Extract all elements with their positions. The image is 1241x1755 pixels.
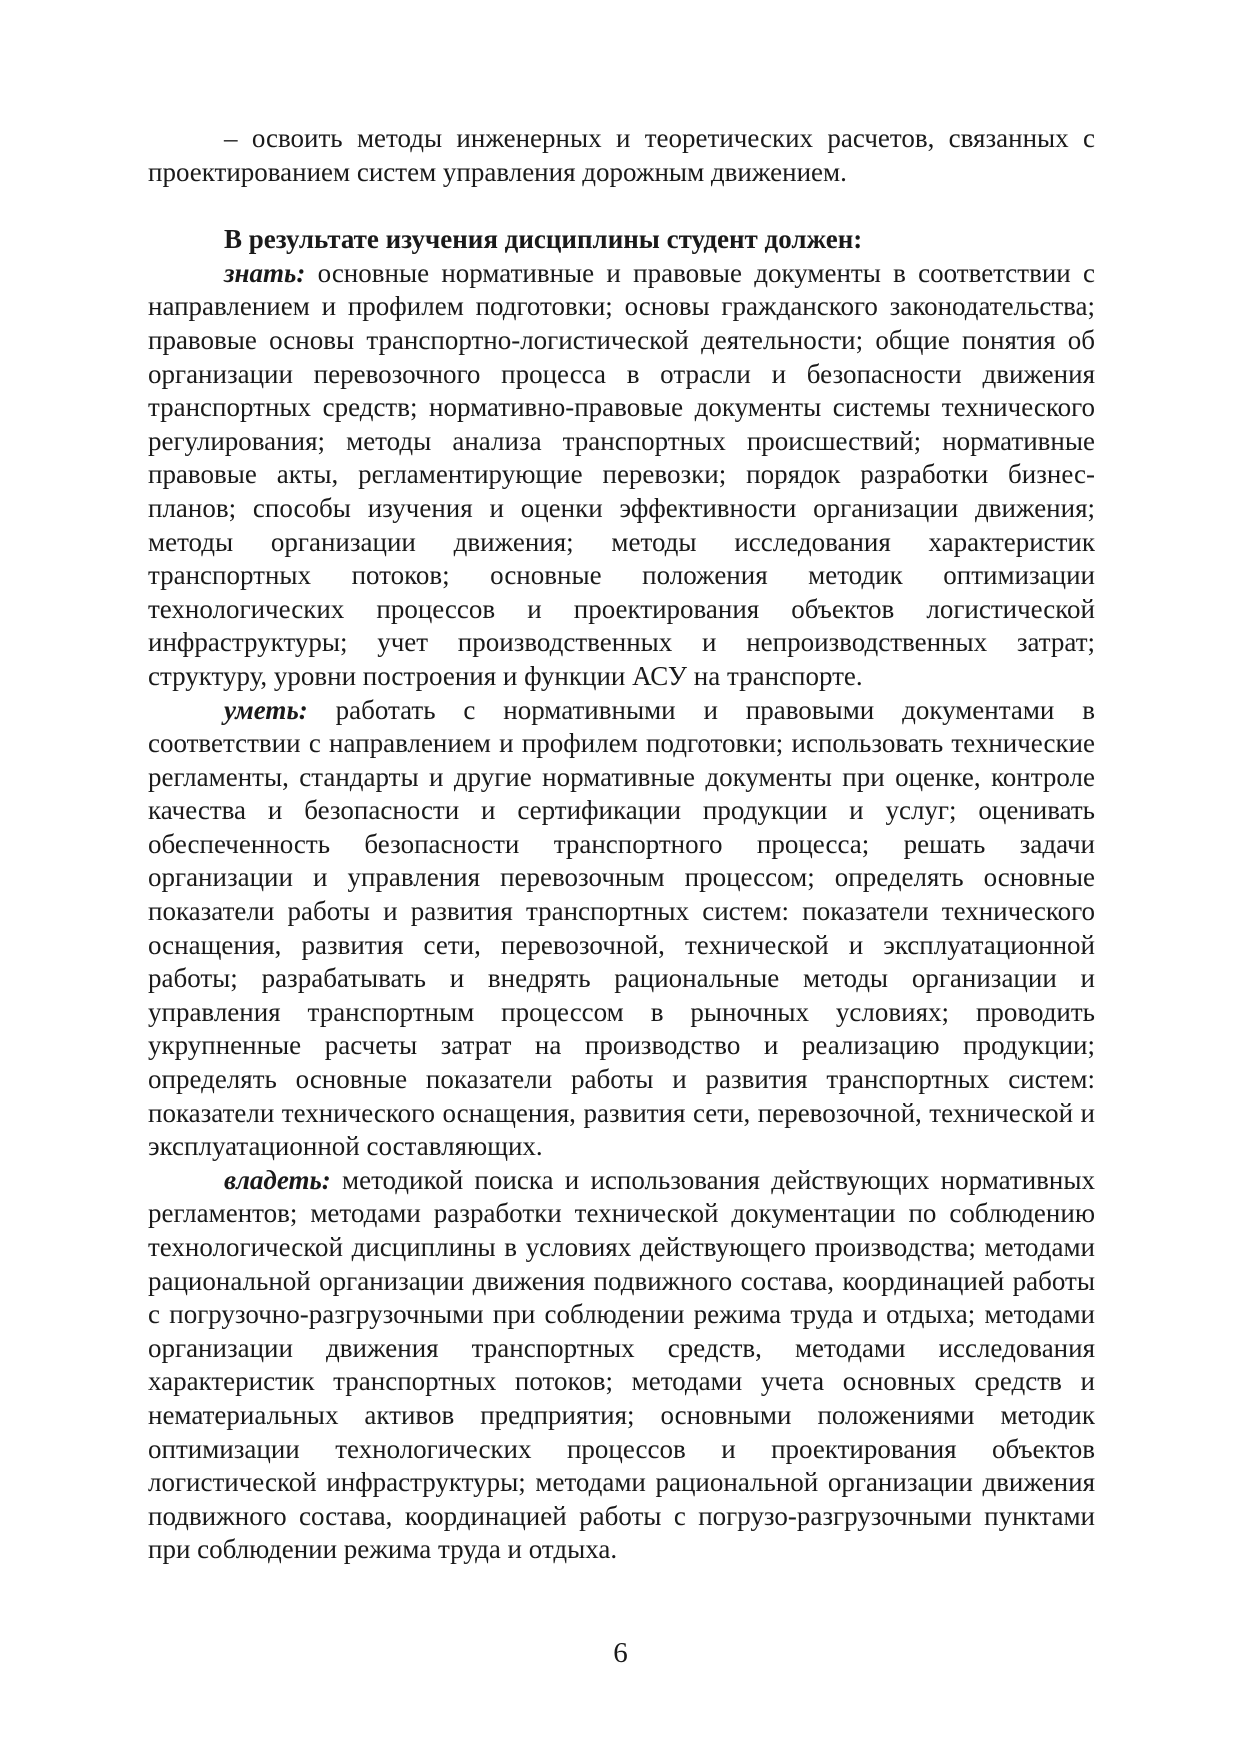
know-text: основные нормативные и правовые документы в соответствии с направлением и профилем подготовки; основы гражданского законодательства; правовые основы транспортно-логистической деятельности; общие понятия об организации перевозочного процесса в отрасли и безопасности движения транспортных средств; нормативно-правовые документы системы технического регулирования; методы анализа транспортных происшествий; нормативные правовые акты, регламентирующие перевозки; порядок разработки бизнес-планов; способы изучения и оценки эффективности организации движения; методы организации движения; методы исследования характеристик транспортных потоков; основные положения методик оптимизации технологических процессов и проектирования объектов логистической инфраструктуры; учет производственных и непроизводственных затрат; структуру, уровни построения и функции АСУ на транспорте. bbox=[148, 257, 1095, 691]
be-able-term: уметь: bbox=[224, 694, 308, 725]
be-able-paragraph bbox=[148, 694, 1095, 1164]
goal-item: – освоить методы инженерных и теоретических расчетов, связанных с проектированием систем управления дорожным движением. bbox=[148, 123, 1095, 187]
results-heading: В результате изучения дисциплины студент должен: bbox=[224, 224, 863, 255]
master-paragraph bbox=[148, 1164, 1095, 1567]
know-term: знать: bbox=[224, 257, 306, 288]
master-text: методикой поиска и использования действующих нормативных регламентов; методами разработки технической документации по соблюдению технологической дисциплины в условиях действующего производства; методами рациональной организации движения подвижного состава, координацией работы с погрузочно-разгрузочными при соблюдении режима труда и отдыха; методами организации движения транспортных средств, методами исследования характеристик транспортных потоков; методами учета основных средств и нематериальных активов предприятия; основными положениями методик оптимизации технологических процессов и проектирования объектов логистической инфраструктуры; методами рациональной организации движения подвижного состава, координацией работы с погрузо-разгрузочными пунктами при соблюдении режима труда и отдыха. bbox=[148, 1164, 1095, 1565]
page-body bbox=[148, 122, 1095, 1567]
master-term: владеть: bbox=[224, 1164, 331, 1195]
know-paragraph bbox=[148, 257, 1095, 694]
page-number: 6 bbox=[613, 1637, 628, 1669]
be-able-text: работать с нормативными и правовыми документами в соответствии с направлением и профилем подготовки; использовать технические регламенты, стандарты и другие нормативные документы при оценке, контроле качества и безопасности и сертификации продукции и услуг; оценивать обеспеченность безопасности транспортного процесса; решать задачи организации и управления перевозочным процессом; определять основные показатели работы и развития транспортных систем: показатели технического оснащения, развития сети, перевозочной, технической и эксплуатационной работы; разрабатывать и внедрять рациональные методы организации и управления транспортным процессом в рыночных условиях; проводить укрупненные расчеты затрат на производство и реализацию продукции; определять основные показатели работы и развития транспортных систем: показатели технического оснащения, развития сети, перевозочной, технической и эксплуатационной составляющих. bbox=[148, 694, 1095, 1162]
